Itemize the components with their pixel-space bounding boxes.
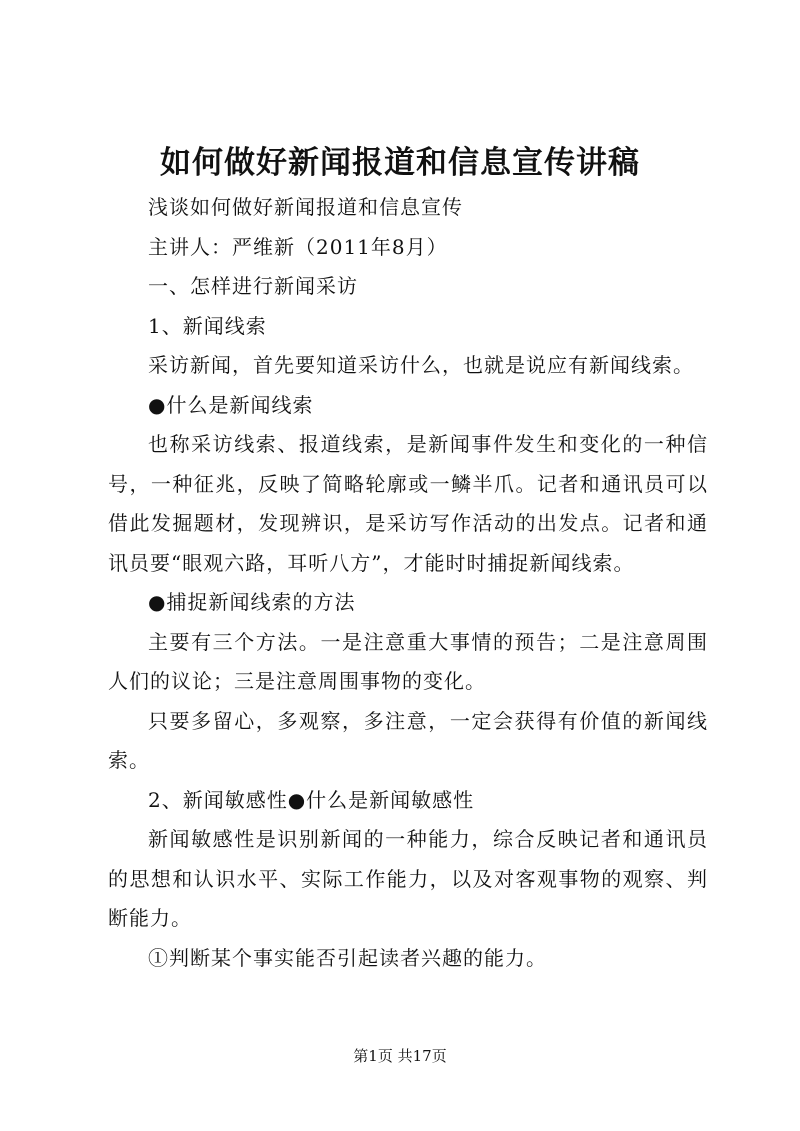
paragraph: ①判断某个事实能否引起读者兴趣的能力。	[148, 945, 547, 970]
paragraph-speaker: 主讲人：严维新（2011年8月）	[148, 234, 448, 259]
document-body	[108, 188, 708, 978]
paragraph: 也称采访线索、报道线索，是新闻事件发生和变化的一种信号，一种征兆，反映了简略轮廓或一鳞半爪。记者和通讯员可以借此发掘题材，发现辨识，是采访写作活动的出发点。记者和通讯员要“眼观六路，耳听八方”，才能时时捕捉新闻线索。	[108, 432, 708, 575]
paragraph: 采访新闻，首先要知道采访什么，也就是说应有新闻线索。	[148, 353, 694, 377]
paragraph: 只要多留心，多观察，多注意，一定会获得有价值的新闻线索。	[108, 708, 708, 772]
document-title: 如何做好新闻报道和信息宣传讲稿	[160, 145, 640, 181]
paragraph: 新闻敏感性是识别新闻的一种能力，综合反映记者和通讯员的思想和认识水平、实际工作能力，以及对客观事物的观察、判断能力。	[108, 827, 708, 930]
heading-section-1: 一、怎样进行新闻采访	[148, 274, 358, 298]
heading-news-sensitivity: 2、新闻敏感性●什么是新闻敏感性	[148, 787, 475, 812]
heading-news-clues: 1、新闻线索	[148, 313, 267, 338]
bullet-heading: ●什么是新闻线索	[148, 392, 314, 417]
paragraph-subtitle: 浅谈如何做好新闻报道和信息宣传	[148, 195, 463, 219]
paragraph: 主要有三个方法。一是注意重大事情的预告；二是注意周围人们的议论；三是注意周围事物的变化。	[108, 629, 708, 693]
bullet-heading: ●捕捉新闻线索的方法	[148, 590, 356, 614]
page-footer: 第1页 共17页	[353, 1047, 447, 1065]
